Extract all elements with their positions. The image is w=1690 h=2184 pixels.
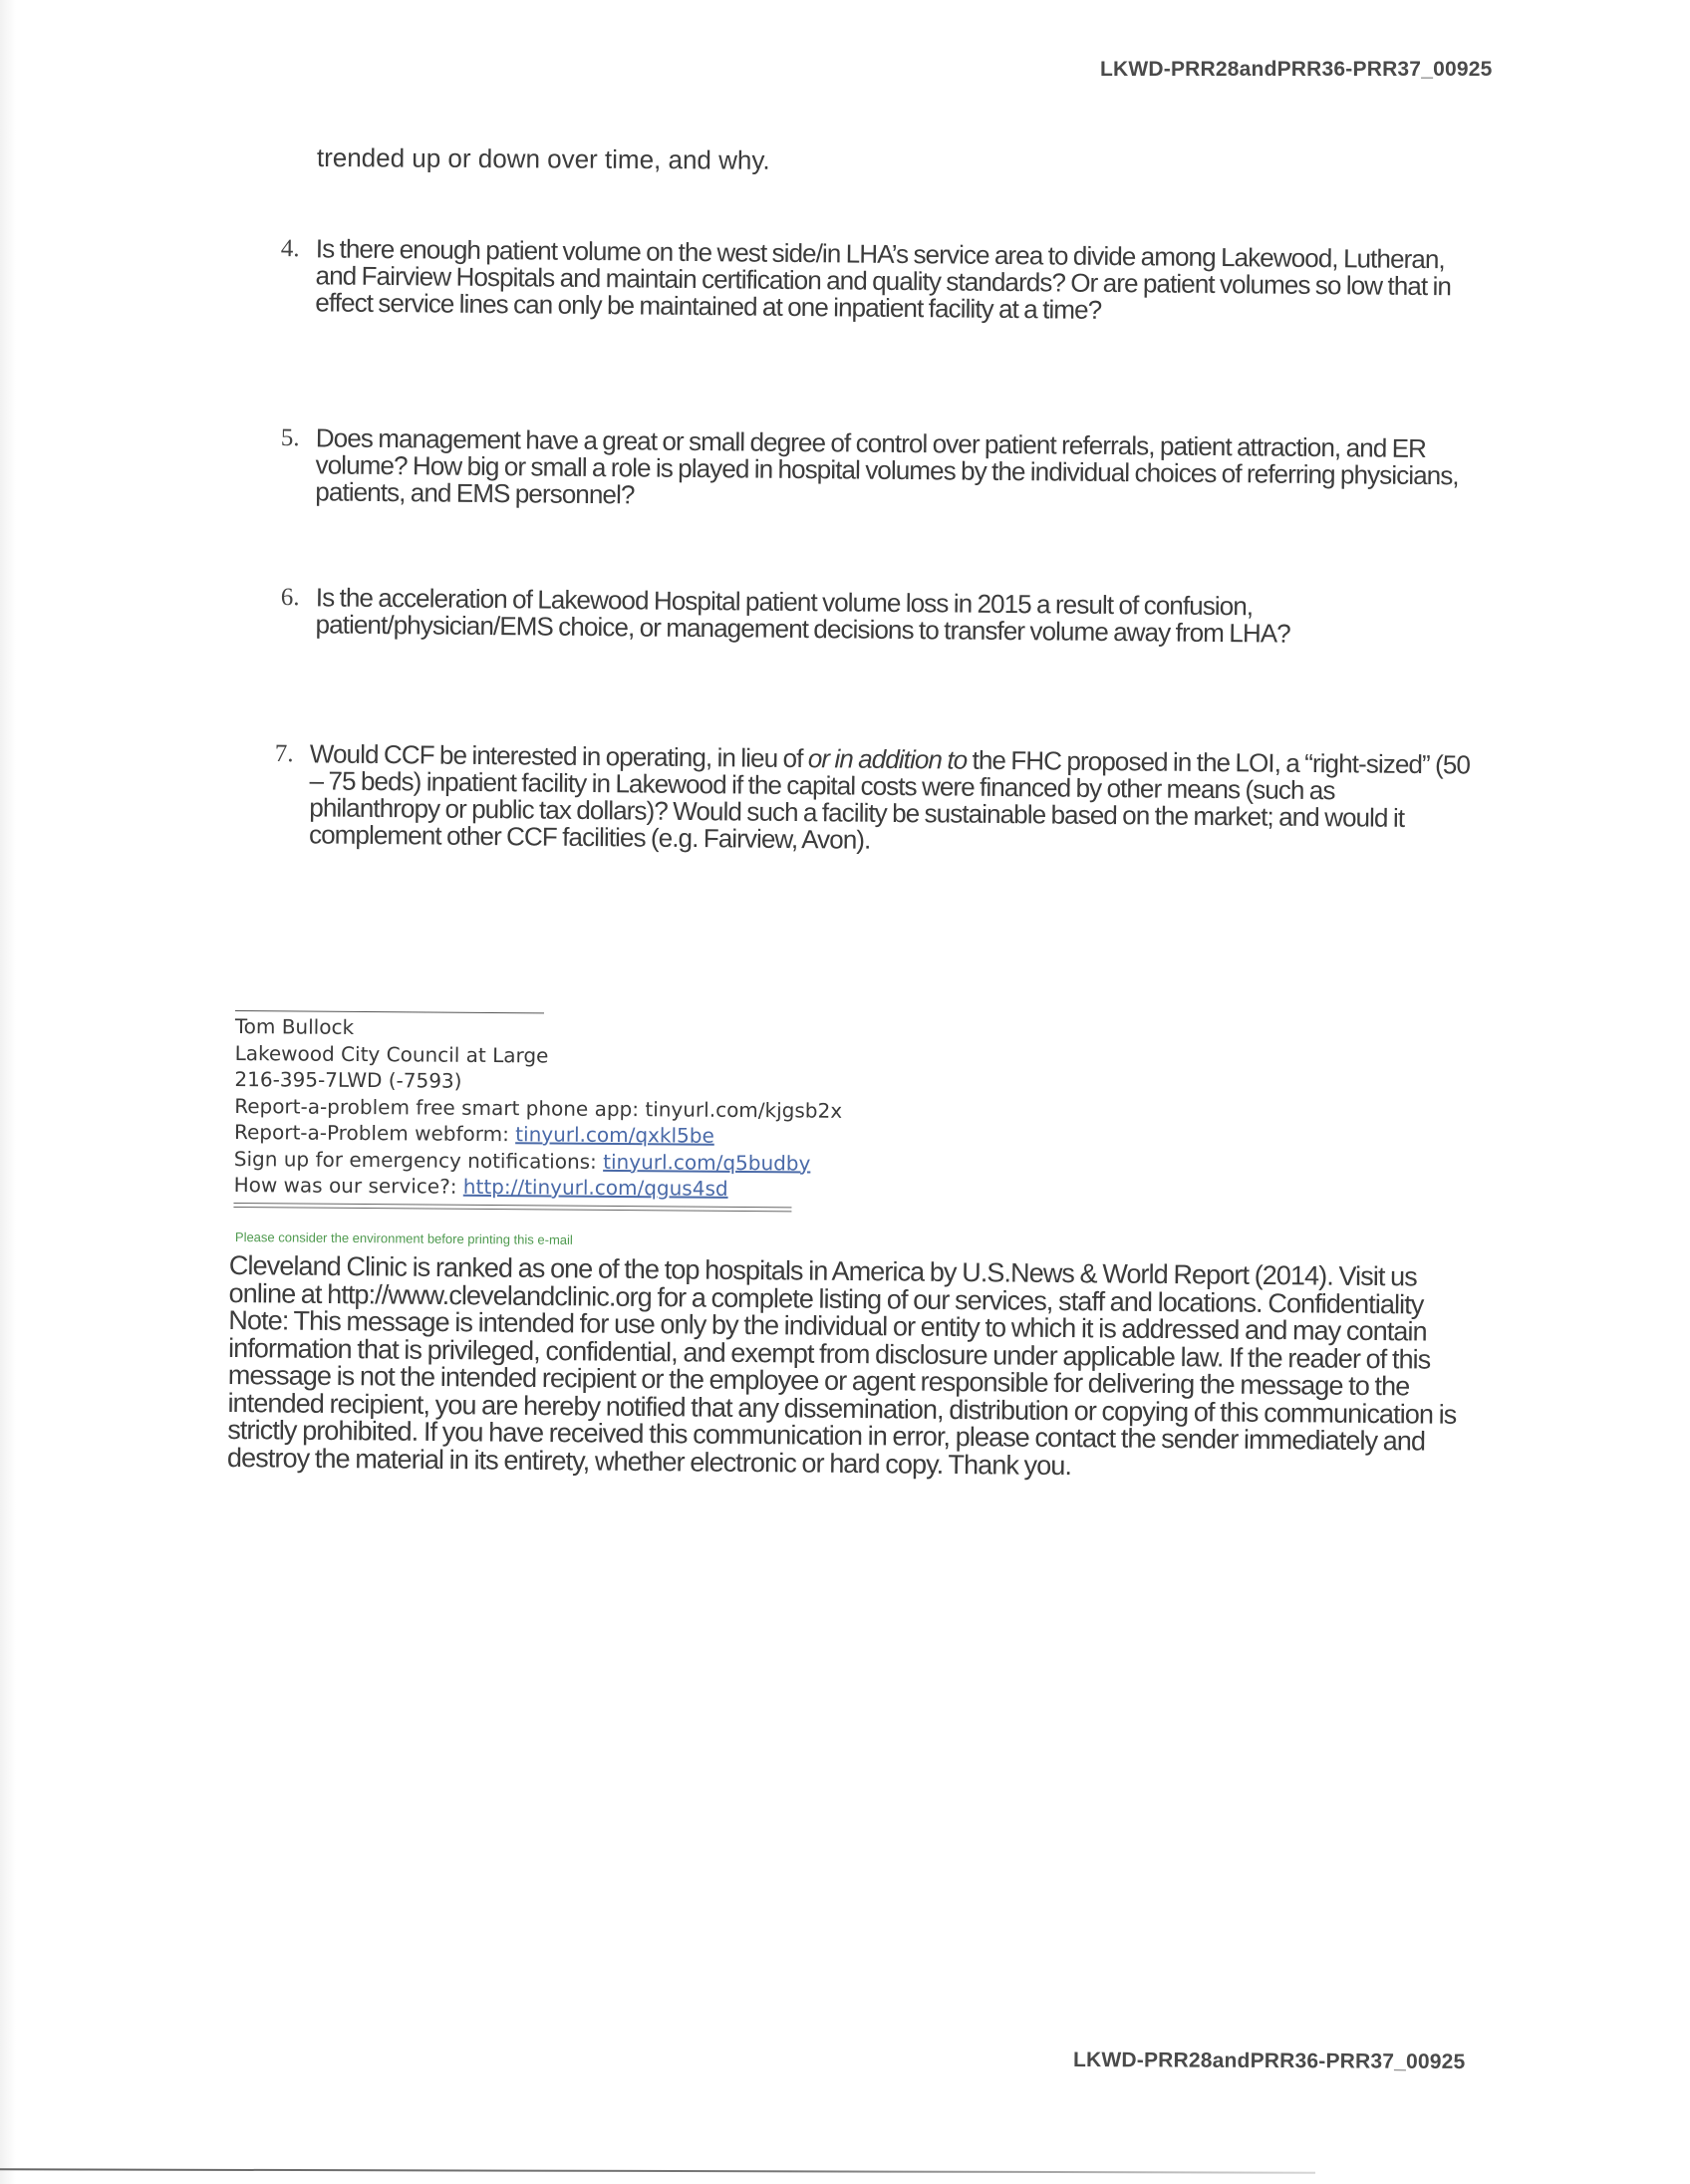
question-number: 5. [280,424,300,452]
signature-double-divider [233,1202,791,1211]
signature-title: Lakewood City Council at Large [234,1040,549,1067]
environment-note: Please consider the environment before printing this e-mail [234,1229,573,1247]
notifications-label: Sign up for emergency notifications: [233,1146,604,1174]
signature-phone: 216-395-7LWD (-7593) [234,1066,462,1093]
question-text-italic: or in addition to [807,743,968,775]
notifications-link[interactable]: tinyurl.com/q5budby [603,1149,811,1176]
question-text: Is there enough patient volume on the west side/in LHA’s service area to divide among Lakewood, Lutheran, and Fairview Hospitals and maintain certification and quality standards? Or are patient volumes so low that in effect service lines can only be maintained at one inpatient facility at a time? [315,233,1452,325]
question-item-6 [280,584,1476,650]
bates-number-header: LKWD-PRR28andPRR36-PRR37_00925 [1100,58,1493,81]
question-item-7 [274,740,1471,860]
scan-edge-shadow [0,0,16,2184]
bates-number-footer: LKWD-PRR28andPRR36-PRR37_00925 [1072,2048,1466,2074]
question-number: 4. [280,235,300,263]
question-text-part: Would CCF be interested in operating, in lieu of [309,738,808,774]
question-item-4 [280,235,1477,328]
webform-label: Report-a-Problem webform: [233,1119,516,1147]
question-text: Does management have a great or small degree of control over patient referrals, patient attraction, and ER volume? How big or small a role is played in hospital volumes by the individual choices of referring physicians, patients, and EMS personnel? [315,422,1459,510]
continuation-text: trended up or down over time, and why. [316,142,770,175]
service-label: How was our service?: [233,1172,463,1199]
app-url: tinyurl.com/kjgsb2x [645,1096,843,1123]
question-item-5 [280,424,1477,517]
page-bottom-edge [0,2168,1315,2173]
question-text [309,740,1471,859]
question-text-part: the FHC proposed in the LOI, a “right-sized” (50 – 75 beds) inpatient facility in Lakewood if the capital costs were financed by other means (such as philanthropy or public tax dollars)? Would such a facility be sustainable based on the market; and would it complement other CCF facilities (e.g. Fairview, Avon). [308,744,1471,855]
app-label: Report-a-problem free smart phone app: [234,1093,646,1121]
email-signature [233,1010,992,1216]
question-text: Is the acceleration of Lakewood Hospital patient volume loss in 2015 a result of confusion, patient/physician/EMS choice, or management decisions to transfer volume away from LHA? [315,582,1290,649]
confidentiality-disclaimer: Cleveland Clinic is ranked as one of the top hospitals in America by U.S.News & World Report (2014). Visit us online at http://www.clevelandclinic.org for a complete listing of our services, staff and locations. Confidentiality Note: This message is intended for use only by the individual or entity to which it is addressed and may contain information that is privileged, confidential, and exempt from disclosure under applicable law. If the reader of this message is not the intended recipient or the employee or agent responsible for delivering the message to the intended recipient, you are hereby notified that any dissemination, distribution or copying of this communication is strictly prohibited. If you have received this communication in error, please contact the sender immediately and destroy the material in its entirety, whether electronic or hard copy. Thank you. [226,1250,1457,1481]
service-link[interactable]: http://tinyurl.com/qgus4sd [462,1174,728,1201]
question-number: 6. [280,584,300,612]
signature-name: Tom Bullock [234,1013,355,1039]
question-number: 7. [274,740,294,768]
signature-service-line [234,1172,991,1204]
webform-link[interactable]: tinyurl.com/qxkl5be [515,1122,714,1148]
